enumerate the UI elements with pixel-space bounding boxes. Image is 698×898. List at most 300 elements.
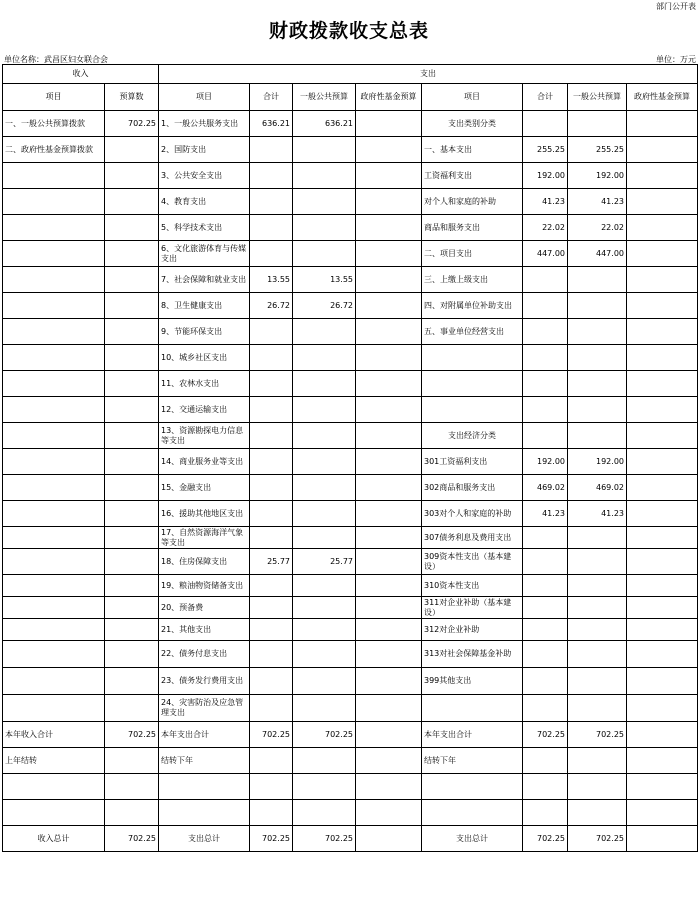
table-cell xyxy=(250,319,293,345)
table-cell xyxy=(250,449,293,475)
table-cell: 1、一般公共服务支出 xyxy=(159,111,250,137)
table-cell: 702.25 xyxy=(250,826,293,852)
table-cell xyxy=(3,215,105,241)
table-cell xyxy=(627,826,698,852)
table-cell: 399其他支出 xyxy=(422,668,523,695)
table-cell xyxy=(356,319,422,345)
table-cell xyxy=(568,267,627,293)
table-cell xyxy=(627,371,698,397)
table-cell xyxy=(293,695,356,722)
table-cell xyxy=(356,826,422,852)
table-cell xyxy=(627,527,698,549)
table-cell xyxy=(356,501,422,527)
table-cell xyxy=(523,800,568,826)
table-cell xyxy=(356,345,422,371)
table-cell: 312对企业补助 xyxy=(422,619,523,641)
table-cell xyxy=(422,345,523,371)
table-cell xyxy=(250,501,293,527)
table-cell: 本年支出合计 xyxy=(422,722,523,748)
table-cell xyxy=(3,267,105,293)
table-cell xyxy=(523,549,568,575)
table-cell: 一、基本支出 xyxy=(422,137,523,163)
table-cell: 22、债务付息支出 xyxy=(159,641,250,668)
table-cell xyxy=(356,774,422,800)
table-cell xyxy=(3,641,105,668)
table-cell xyxy=(568,597,627,619)
table-cell xyxy=(3,619,105,641)
table-cell: 469.02 xyxy=(523,475,568,501)
table-cell: 447.00 xyxy=(523,241,568,267)
table-cell xyxy=(293,397,356,423)
table-cell xyxy=(568,641,627,668)
table-cell xyxy=(293,189,356,215)
table-cell xyxy=(356,293,422,319)
table-cell xyxy=(627,475,698,501)
table-cell xyxy=(627,345,698,371)
table-cell xyxy=(105,549,159,575)
table-cell xyxy=(105,748,159,774)
table-cell xyxy=(105,267,159,293)
table-cell: 702.25 xyxy=(105,722,159,748)
col-header: 预算数 xyxy=(105,84,159,111)
table-cell xyxy=(356,597,422,619)
table-row xyxy=(3,215,698,241)
table-row xyxy=(3,189,698,215)
table-cell xyxy=(3,575,105,597)
table-cell xyxy=(356,575,422,597)
table-cell xyxy=(523,641,568,668)
table-cell: 313对社会保障基金补助 xyxy=(422,641,523,668)
table-cell xyxy=(627,397,698,423)
table-cell xyxy=(627,293,698,319)
table-cell xyxy=(3,423,105,449)
col-header: 合计 xyxy=(523,84,568,111)
table-cell xyxy=(523,371,568,397)
table-cell: 702.25 xyxy=(568,722,627,748)
table-cell xyxy=(523,575,568,597)
table-cell xyxy=(293,163,356,189)
table-cell: 15、金融支出 xyxy=(159,475,250,501)
table-cell: 支出总计 xyxy=(159,826,250,852)
table-cell: 16、援助其他地区支出 xyxy=(159,501,250,527)
table-cell xyxy=(159,800,250,826)
table-row xyxy=(3,549,698,575)
table-cell xyxy=(293,501,356,527)
table-cell: 13.55 xyxy=(293,267,356,293)
table-cell xyxy=(293,215,356,241)
table-cell xyxy=(627,748,698,774)
table-cell: 13、资源勘探电力信息等支出 xyxy=(159,423,250,449)
table-cell: 636.21 xyxy=(250,111,293,137)
table-cell xyxy=(356,111,422,137)
table-cell: 702.25 xyxy=(523,826,568,852)
table-cell xyxy=(293,800,356,826)
table-cell xyxy=(293,319,356,345)
table-cell: 17、自然资源海洋气象等支出 xyxy=(159,527,250,549)
table-cell xyxy=(422,695,523,722)
table-row xyxy=(3,668,698,695)
table-row xyxy=(3,397,698,423)
table-cell: 四、对附属单位补助支出 xyxy=(422,293,523,319)
table-cell xyxy=(356,475,422,501)
table-cell xyxy=(568,527,627,549)
table-cell xyxy=(250,163,293,189)
currency-unit: 单位：万元 xyxy=(656,55,696,64)
table-cell: 9、节能环保支出 xyxy=(159,319,250,345)
table-cell xyxy=(250,137,293,163)
table-cell xyxy=(523,748,568,774)
group-header-row xyxy=(3,65,698,84)
table-row xyxy=(3,137,698,163)
table-cell xyxy=(250,345,293,371)
table-row xyxy=(3,501,698,527)
table-cell xyxy=(356,241,422,267)
table-cell: 三、上缴上级支出 xyxy=(422,267,523,293)
table-cell xyxy=(356,748,422,774)
table-cell xyxy=(3,774,105,800)
table-cell xyxy=(105,241,159,267)
table-cell xyxy=(568,111,627,137)
unit-name: 单位名称：武昌区妇女联合会 xyxy=(4,55,108,64)
table-cell xyxy=(3,397,105,423)
table-cell xyxy=(250,475,293,501)
table-row xyxy=(3,267,698,293)
table-cell: 41.23 xyxy=(568,189,627,215)
table-cell xyxy=(3,319,105,345)
table-cell: 311对企业补助（基本建设） xyxy=(422,597,523,619)
table-cell xyxy=(627,501,698,527)
table-cell xyxy=(105,575,159,597)
table-cell xyxy=(356,397,422,423)
table-cell: 14、商业服务业等支出 xyxy=(159,449,250,475)
table-cell xyxy=(356,267,422,293)
table-cell: 192.00 xyxy=(568,449,627,475)
table-row xyxy=(3,774,698,800)
table-cell: 41.23 xyxy=(523,501,568,527)
table-cell: 二、政府性基金预算拨款 xyxy=(3,137,105,163)
table-cell: 结转下年 xyxy=(422,748,523,774)
table-cell xyxy=(3,800,105,826)
table-cell xyxy=(105,527,159,549)
table-cell xyxy=(105,641,159,668)
col-header: 政府性基金预算 xyxy=(627,84,698,111)
table-cell: 702.25 xyxy=(568,826,627,852)
table-row xyxy=(3,527,698,549)
table-cell xyxy=(105,774,159,800)
table-cell xyxy=(356,189,422,215)
table-cell: 310资本性支出 xyxy=(422,575,523,597)
table-cell: 192.00 xyxy=(523,163,568,189)
table-row xyxy=(3,293,698,319)
table-cell: 22.02 xyxy=(523,215,568,241)
table-cell xyxy=(523,774,568,800)
table-cell xyxy=(356,549,422,575)
table-cell xyxy=(250,641,293,668)
table-cell xyxy=(568,748,627,774)
table-cell xyxy=(3,345,105,371)
table-cell: 2、国防支出 xyxy=(159,137,250,163)
table-cell xyxy=(293,527,356,549)
column-header-row xyxy=(3,84,698,111)
table-cell xyxy=(627,163,698,189)
table-cell: 3、公共安全支出 xyxy=(159,163,250,189)
table-cell xyxy=(627,668,698,695)
table-cell xyxy=(627,189,698,215)
table-cell xyxy=(627,800,698,826)
budget-summary-table xyxy=(2,64,698,852)
col-header: 一般公共预算 xyxy=(293,84,356,111)
table-cell xyxy=(356,449,422,475)
col-header: 合计 xyxy=(250,84,293,111)
table-cell xyxy=(250,800,293,826)
table-cell: 结转下年 xyxy=(159,748,250,774)
table-cell xyxy=(105,501,159,527)
table-cell: 23、债务发行费用支出 xyxy=(159,668,250,695)
table-cell: 19、粮油物资储备支出 xyxy=(159,575,250,597)
table-cell xyxy=(356,695,422,722)
col-header: 项目 xyxy=(422,84,523,111)
table-cell xyxy=(356,423,422,449)
table-cell xyxy=(250,575,293,597)
table-cell: 41.23 xyxy=(523,189,568,215)
table-cell xyxy=(627,241,698,267)
table-cell xyxy=(105,619,159,641)
page-title: 财政拨款收支总表 xyxy=(268,20,429,42)
table-cell: 支出类别分类 xyxy=(422,111,523,137)
table-cell: 21、其他支出 xyxy=(159,619,250,641)
table-cell xyxy=(523,267,568,293)
table-cell: 702.25 xyxy=(105,111,159,137)
table-row xyxy=(3,111,698,137)
table-cell xyxy=(568,397,627,423)
table-cell: 工资福利支出 xyxy=(422,163,523,189)
table-cell xyxy=(422,800,523,826)
table-cell xyxy=(105,293,159,319)
table-cell xyxy=(523,111,568,137)
table-cell: 支出经济分类 xyxy=(422,423,523,449)
table-cell xyxy=(105,163,159,189)
table-cell xyxy=(627,319,698,345)
table-cell xyxy=(356,641,422,668)
table-cell xyxy=(627,575,698,597)
table-cell xyxy=(356,215,422,241)
table-cell: 一、一般公共预算拨款 xyxy=(3,111,105,137)
table-cell xyxy=(568,695,627,722)
table-cell xyxy=(568,345,627,371)
table-cell xyxy=(627,111,698,137)
table-cell xyxy=(250,619,293,641)
table-cell xyxy=(293,345,356,371)
table-cell xyxy=(627,695,698,722)
table-cell: 对个人和家庭的补助 xyxy=(422,189,523,215)
table-cell xyxy=(293,371,356,397)
table-cell xyxy=(3,241,105,267)
table-cell xyxy=(356,668,422,695)
table-cell xyxy=(293,774,356,800)
table-cell: 22.02 xyxy=(568,215,627,241)
table-cell xyxy=(523,597,568,619)
table-cell xyxy=(627,619,698,641)
table-row xyxy=(3,722,698,748)
col-header: 政府性基金预算 xyxy=(356,84,422,111)
table-cell: 本年支出合计 xyxy=(159,722,250,748)
table-cell: 192.00 xyxy=(568,163,627,189)
table-cell: 18、住房保障支出 xyxy=(159,549,250,575)
table-cell xyxy=(523,668,568,695)
table-cell: 26.72 xyxy=(250,293,293,319)
table-cell xyxy=(105,449,159,475)
table-row xyxy=(3,695,698,722)
table-row xyxy=(3,241,698,267)
table-cell xyxy=(356,137,422,163)
table-cell: 255.25 xyxy=(523,137,568,163)
table-cell: 41.23 xyxy=(568,501,627,527)
table-cell xyxy=(3,597,105,619)
table-cell xyxy=(105,319,159,345)
table-cell: 702.25 xyxy=(250,722,293,748)
table-cell xyxy=(293,423,356,449)
table-cell xyxy=(105,137,159,163)
table-cell: 26.72 xyxy=(293,293,356,319)
table-cell: 商品和服务支出 xyxy=(422,215,523,241)
table-cell: 702.25 xyxy=(523,722,568,748)
expense-group-header: 支出 xyxy=(159,65,698,84)
table-cell xyxy=(105,189,159,215)
table-cell: 支出总计 xyxy=(422,826,523,852)
table-cell xyxy=(3,475,105,501)
table-cell: 301工资福利支出 xyxy=(422,449,523,475)
table-cell xyxy=(523,423,568,449)
table-cell xyxy=(250,215,293,241)
table-cell: 本年收入合计 xyxy=(3,722,105,748)
table-cell: 636.21 xyxy=(293,111,356,137)
table-cell xyxy=(293,575,356,597)
table-row xyxy=(3,449,698,475)
table-cell xyxy=(356,722,422,748)
table-cell xyxy=(627,722,698,748)
table-cell xyxy=(627,774,698,800)
table-cell xyxy=(3,501,105,527)
table-cell xyxy=(422,774,523,800)
table-cell xyxy=(356,163,422,189)
table-cell xyxy=(523,397,568,423)
table-cell xyxy=(3,189,105,215)
table-cell xyxy=(3,293,105,319)
table-cell xyxy=(293,475,356,501)
table-row xyxy=(3,475,698,501)
table-row xyxy=(3,748,698,774)
table-cell xyxy=(293,137,356,163)
table-cell xyxy=(523,527,568,549)
table-cell xyxy=(3,549,105,575)
table-cell xyxy=(105,695,159,722)
table-cell xyxy=(627,423,698,449)
table-cell xyxy=(159,774,250,800)
table-cell xyxy=(250,241,293,267)
table-cell xyxy=(523,695,568,722)
table-cell: 702.25 xyxy=(293,826,356,852)
table-cell: 25.77 xyxy=(293,549,356,575)
table-cell: 447.00 xyxy=(568,241,627,267)
table-cell xyxy=(3,371,105,397)
table-cell xyxy=(3,695,105,722)
table-cell xyxy=(105,475,159,501)
table-cell xyxy=(627,597,698,619)
table-row xyxy=(3,575,698,597)
table-cell xyxy=(3,163,105,189)
table-cell xyxy=(250,423,293,449)
table-cell xyxy=(356,800,422,826)
table-cell xyxy=(568,668,627,695)
table-cell xyxy=(422,397,523,423)
table-cell xyxy=(422,371,523,397)
table-cell: 6、文化旅游体育与传媒支出 xyxy=(159,241,250,267)
table-row xyxy=(3,619,698,641)
table-cell xyxy=(293,668,356,695)
table-cell xyxy=(627,641,698,668)
table-cell: 8、卫生健康支出 xyxy=(159,293,250,319)
table-cell: 二、项目支出 xyxy=(422,241,523,267)
col-header: 项目 xyxy=(159,84,250,111)
table-cell xyxy=(627,549,698,575)
table-cell xyxy=(568,800,627,826)
table-cell xyxy=(523,293,568,319)
table-cell xyxy=(3,449,105,475)
table-row xyxy=(3,423,698,449)
table-cell xyxy=(627,215,698,241)
table-cell xyxy=(293,748,356,774)
table-cell xyxy=(3,668,105,695)
table-row xyxy=(3,826,698,852)
table-cell xyxy=(568,549,627,575)
table-row xyxy=(3,800,698,826)
table-row xyxy=(3,345,698,371)
table-row xyxy=(3,641,698,668)
table-cell xyxy=(105,423,159,449)
table-cell: 20、预备费 xyxy=(159,597,250,619)
table-cell: 12、交通运输支出 xyxy=(159,397,250,423)
table-cell: 13.55 xyxy=(250,267,293,293)
table-cell xyxy=(105,800,159,826)
table-cell: 702.25 xyxy=(105,826,159,852)
table-cell xyxy=(250,371,293,397)
table-cell xyxy=(3,527,105,549)
table-cell: 303对个人和家庭的补助 xyxy=(422,501,523,527)
table-cell xyxy=(105,397,159,423)
table-cell xyxy=(250,748,293,774)
table-cell xyxy=(105,345,159,371)
table-cell: 25.77 xyxy=(250,549,293,575)
table-cell xyxy=(293,449,356,475)
table-cell xyxy=(627,267,698,293)
table-cell: 上年结转 xyxy=(3,748,105,774)
table-cell xyxy=(105,597,159,619)
table-cell xyxy=(105,668,159,695)
table-cell: 24、灾害防治及应急管理支出 xyxy=(159,695,250,722)
table-cell: 五、事业单位经营支出 xyxy=(422,319,523,345)
table-cell xyxy=(250,668,293,695)
table-cell: 302商品和服务支出 xyxy=(422,475,523,501)
table-cell: 469.02 xyxy=(568,475,627,501)
col-header: 项目 xyxy=(3,84,105,111)
table-cell xyxy=(568,371,627,397)
table-cell xyxy=(356,527,422,549)
table-cell: 11、农林水支出 xyxy=(159,371,250,397)
table-row xyxy=(3,371,698,397)
col-header: 一般公共预算 xyxy=(568,84,627,111)
table-cell: 收入总计 xyxy=(3,826,105,852)
table-cell xyxy=(568,575,627,597)
